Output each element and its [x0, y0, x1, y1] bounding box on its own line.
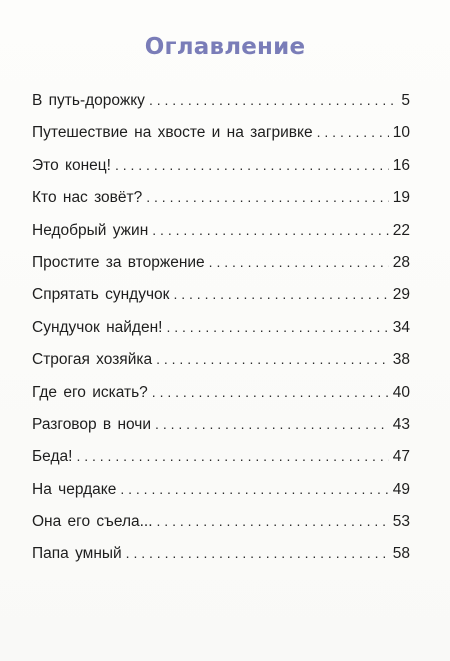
toc-entry[interactable] — [32, 153, 410, 185]
dot-leader — [157, 514, 389, 528]
toc-entry-page: 22 — [392, 221, 410, 239]
toc-entry[interactable] — [32, 380, 410, 412]
dot-leader — [152, 223, 388, 237]
toc-entry-page: 58 — [392, 545, 410, 563]
toc-entry-page: 53 — [392, 513, 410, 531]
toc-entry-title: В путь-дорожку — [32, 92, 145, 109]
dot-leader — [76, 449, 388, 463]
toc-entry[interactable] — [32, 347, 410, 379]
toc-entry-page: 49 — [392, 480, 410, 498]
dot-leader — [155, 417, 389, 431]
dot-leader — [156, 352, 389, 366]
toc-entry-title: Это конец! — [32, 156, 111, 174]
toc-entry-title: Путешествие на хвосте и на загривке — [32, 124, 313, 142]
dot-leader — [317, 125, 389, 139]
toc-entry[interactable] — [32, 477, 410, 509]
toc-entry-page: 19 — [392, 189, 410, 207]
toc-entry[interactable] — [32, 250, 410, 282]
dot-leader — [149, 93, 397, 107]
toc-entry[interactable] — [32, 185, 410, 217]
toc-entry-page: 34 — [392, 318, 410, 336]
dot-leader — [146, 190, 389, 204]
dot-leader — [152, 385, 389, 399]
toc-entry[interactable] — [32, 315, 410, 347]
toc-entry[interactable] — [32, 88, 410, 120]
page-title: Оглавление — [144, 34, 306, 60]
toc-entry[interactable] — [32, 282, 410, 314]
toc-entry-page: 16 — [392, 156, 410, 174]
toc-entry[interactable] — [32, 541, 410, 573]
toc-entry-title: Простите за вторжение — [32, 253, 205, 271]
dot-leader — [120, 482, 388, 496]
toc-entry[interactable] — [32, 120, 410, 152]
toc-entry-title: На чердаке — [32, 480, 117, 498]
toc-entry-title: Недобрый ужин — [32, 221, 149, 239]
toc-entry-title: Спрятать сундучок — [32, 286, 170, 304]
toc-entry-page: 43 — [392, 415, 410, 433]
toc-entry-page: 40 — [392, 383, 410, 401]
table-of-contents — [32, 88, 410, 574]
toc-entry-title: Беда! — [32, 448, 73, 466]
dot-leader — [166, 320, 388, 334]
toc-entry-title: Разговор в ночи — [32, 415, 152, 433]
toc-entry[interactable] — [32, 412, 410, 444]
toc-entry-page: 47 — [392, 448, 410, 466]
toc-entry-page: 29 — [392, 286, 410, 304]
toc-entry-page: 28 — [392, 253, 410, 271]
dot-leader — [126, 546, 389, 560]
toc-entry-title: Папа умный — [32, 545, 122, 563]
toc-entry-page: 5 — [401, 92, 410, 109]
dot-leader — [209, 255, 389, 269]
toc-entry-page: 10 — [392, 124, 410, 142]
toc-entry[interactable] — [32, 444, 410, 476]
toc-entry-title: Кто нас зовёт? — [32, 189, 143, 207]
toc-entry-title: Она его съела... — [32, 513, 153, 531]
toc-entry-page: 38 — [392, 351, 410, 369]
toc-entry[interactable] — [32, 509, 410, 541]
dot-leader — [115, 158, 389, 172]
toc-entry-title: Сундучок найден! — [32, 318, 163, 336]
toc-entry-title: Строгая хозяйка — [32, 351, 153, 369]
dot-leader — [173, 287, 388, 301]
toc-entry-title: Где его искать? — [32, 383, 148, 401]
toc-entry[interactable] — [32, 218, 410, 250]
